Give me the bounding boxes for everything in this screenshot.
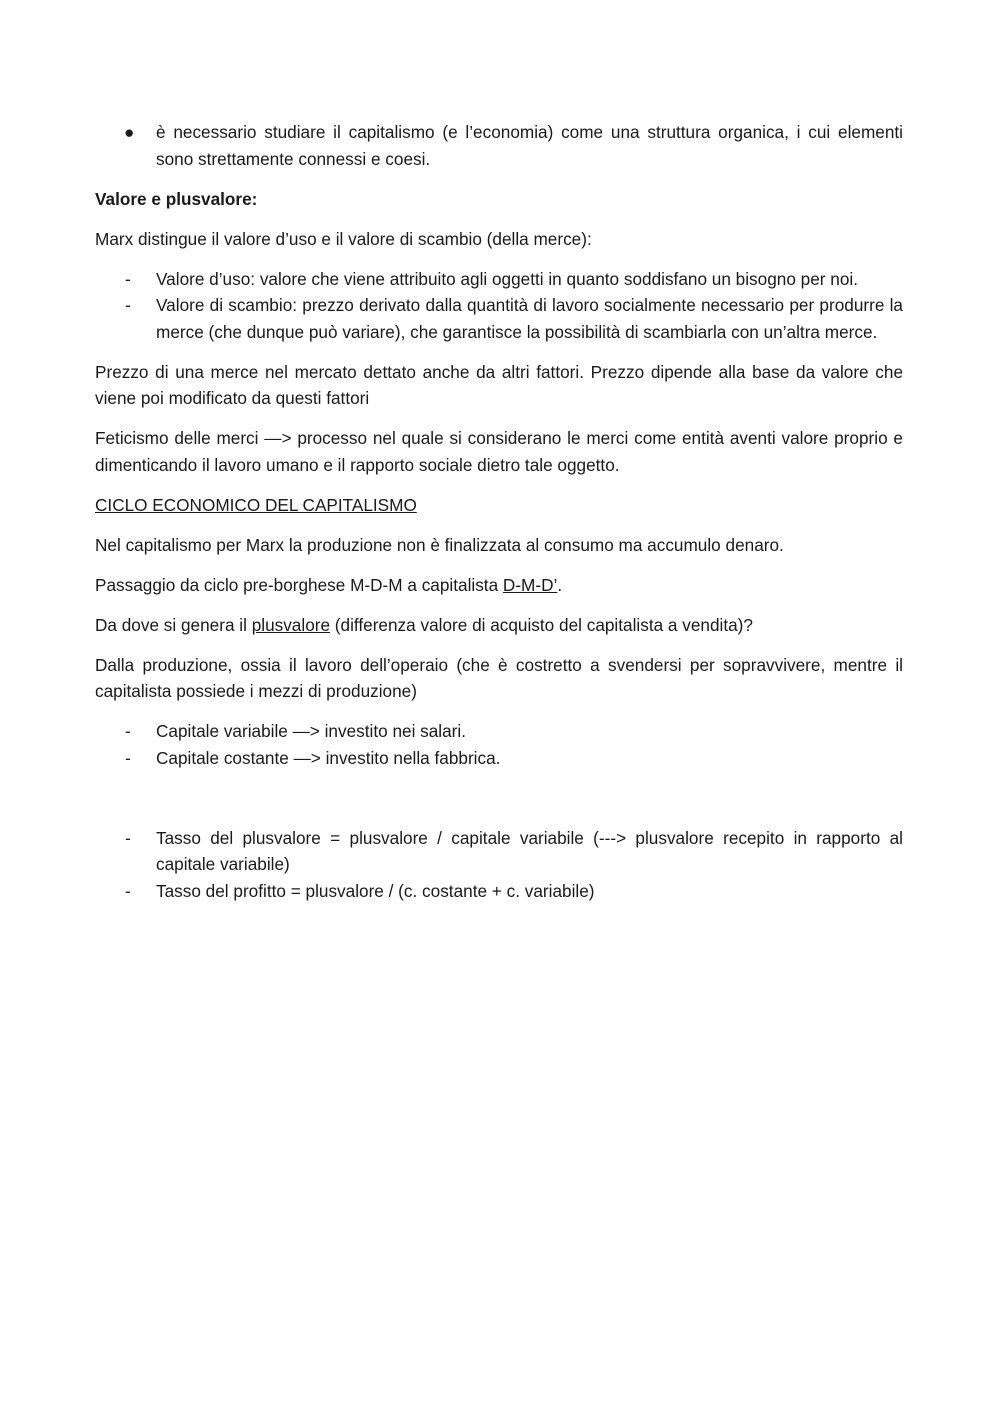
dash-marker: - [125,747,131,768]
tasso-list [95,825,903,905]
ciclo-p2-end: . [557,574,563,595]
dash-marker: - [125,880,131,901]
list-item-text: Valore di scambio: prezzo derivato dalla quantità di lavoro socialmente necessario per produrre la merce (che dunque può variare), che garantisce la possibilità di scambiarla con un’altra merce. [156,295,903,342]
ciclo-p2-text: Passaggio da ciclo pre-borghese M-D-M a capitalista [95,574,503,595]
ciclo-p3-end: (differenza valore di acquisto del capitalista a vendita)? [330,614,753,635]
list-item [95,745,903,772]
list-item [95,718,903,745]
intro-bullet-item [95,119,903,172]
dmd-underlined-term: D-M-D’ [502,574,558,595]
ciclo-p3-text: Da dove si genera il [95,614,252,635]
ciclo-paragraph-1: Nel capitalismo per Marx la produzione non è finalizzata al consumo ma accumulo denaro. [95,534,784,555]
dash-marker: - [125,827,131,848]
dash-marker: - [125,268,131,289]
section-heading-ciclo: CICLO ECONOMICO DEL CAPITALISMO [95,494,417,515]
list-item-text: Capitale variabile —> investito nei salari. [156,721,467,741]
bullet-marker: ● [124,122,135,142]
dash-marker: - [125,721,131,741]
ciclo-paragraph-3 [95,612,903,639]
list-item [95,266,903,293]
ciclo-paragraph-4: Dalla produzione, ossia il lavoro dell’operaio (che è costretto a svendersi per sopravvivere, mentre il capitalista possiede i mezzi di produzione) [95,654,903,701]
blank-line [95,785,903,825]
feticismo-paragraph: Feticismo delle merci —> processo nel quale si considerano le merci come entità aventi valore proprio e dimenticando il lavoro umano e il rapporto sociale dietro tale oggetto. [95,428,903,475]
valore-intro-paragraph: Marx distingue il valore d’uso e il valore di scambio (della merce): [95,228,592,249]
section-heading-valore: Valore e plusvalore: [95,188,258,209]
plusvalore-underlined-term: plusvalore [251,614,331,635]
valore-list [95,266,903,346]
document-page [95,119,903,918]
list-item-text: Tasso del profitto = plusvalore / (c. costante + c. variabile) [156,880,595,901]
list-item [95,292,903,345]
capitale-list [95,718,903,771]
prezzo-paragraph: Prezzo di una merce nel mercato dettato anche da altri fattori. Prezzo dipende alla base da valore che viene poi modificato da questi fattori [95,361,903,408]
dash-marker: - [125,295,131,315]
list-item [95,825,903,878]
intro-bullet-text: è necessario studiare il capitalismo (e l’economia) come una struttura organica, i cui elementi sono strettamente connessi e coesi. [156,122,903,169]
list-item [95,878,903,905]
list-item-text: Tasso del plusvalore = plusvalore / capitale variabile (---> plusvalore recepito in rapporto al capitale variabile) [156,827,903,874]
ciclo-paragraph-2 [95,572,903,599]
list-item-text: Capitale costante —> investito nella fabbrica. [156,747,501,768]
list-item-text: Valore d’uso: valore che viene attribuito agli oggetti in quanto soddisfano un bisogno per noi. [156,268,858,289]
